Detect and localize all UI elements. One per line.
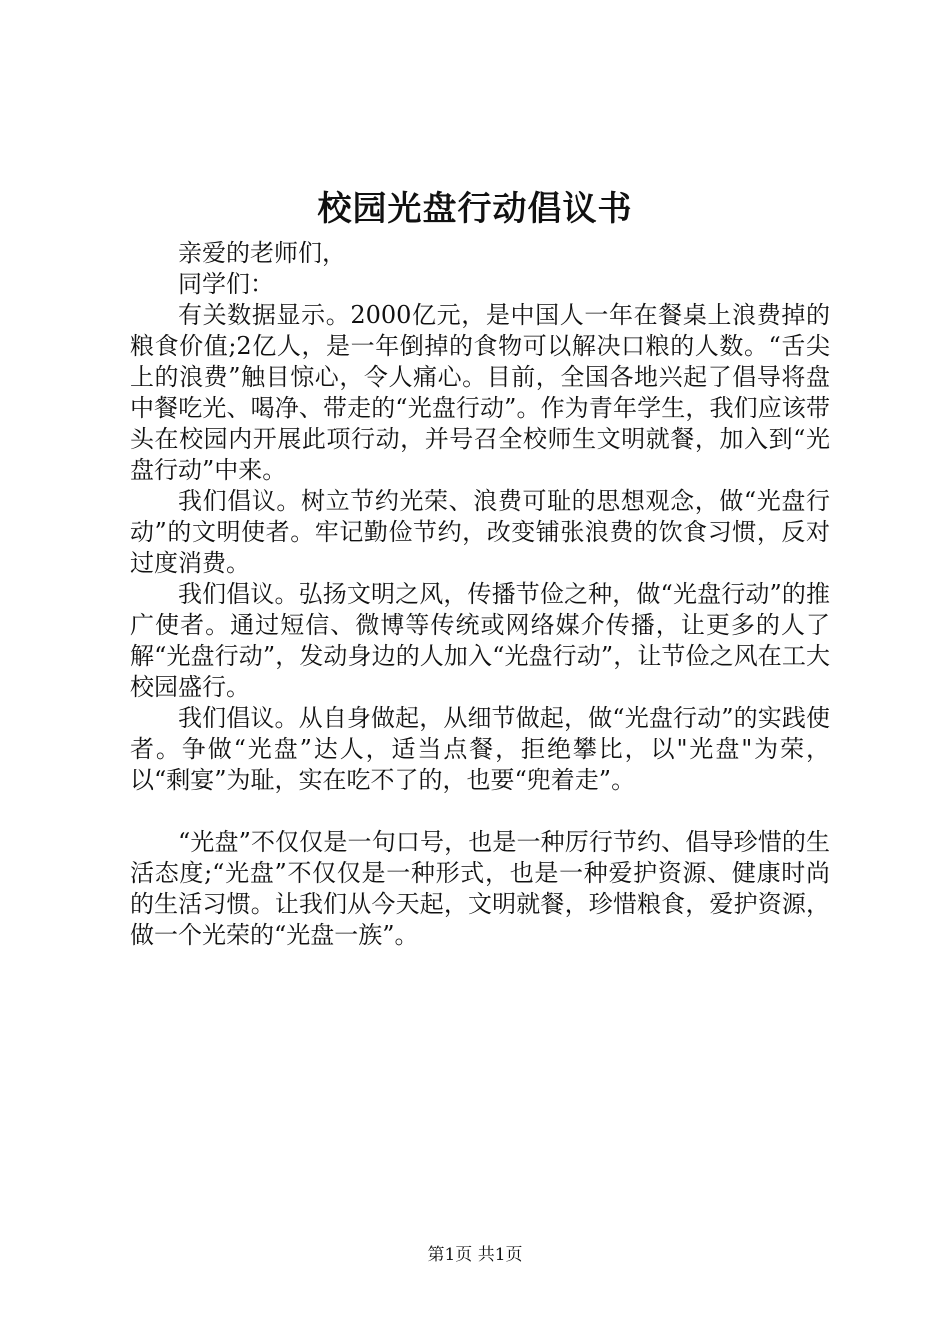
salutation-students: 同学们：	[178, 270, 274, 298]
paragraph-data-statement: 有关数据显示。2000亿元，是中国人一年在餐桌上浪费掉的粮食价值;2亿人，是一年倒掉的食物可以解决口粮的人数。“舌尖上的浪费”触目惊心，令人痛心。目前，全国各地兴起了倡导将盘中餐吃光、喝净、带走的“光盘行动”。作为青年学生，我们应该带头在校园内开展此项行动，并号召全校师生文明就餐，加入到“光盘行动”中来。	[130, 301, 830, 484]
salutation-teachers: 亲爱的老师们，	[178, 239, 346, 267]
paragraph-proposal-civilized-envoy: 我们倡议。树立节约光荣、浪费可耻的思想观念，做“光盘行动”的文明使者。牢记勤俭节约，改变铺张浪费的饮食习惯，反对过度消费。	[130, 487, 830, 577]
document-title: 校园光盘行动倡议书	[317, 189, 633, 229]
paragraph-conclusion: “光盘”不仅仅是一句口号，也是一种厉行节约、倡导珍惜的生活态度;“光盘”不仅仅是一种形式，也是一种爱护资源、健康时尚的生活习惯。让我们从今天起，文明就餐，珍惜粮食，爱护资源，做一个光荣的“光盘一族”。	[130, 828, 830, 949]
paragraph-proposal-practice-envoy: 我们倡议。从自身做起，从细节做起，做“光盘行动”的实践使者。争做“光盘”达人，适当点餐，拒绝攀比，以"光盘"为荣，以“剩宴”为耻，实在吃不了的，也要“兜着走”。	[130, 704, 830, 794]
paragraph-proposal-promotion-envoy: 我们倡议。弘扬文明之风，传播节俭之种，做“光盘行动”的推广使者。通过短信、微博等传统或网络媒介传播，让更多的人了解“光盘行动”，发动身边的人加入“光盘行动”，让节俭之风在工大校园盛行。	[130, 580, 830, 701]
document-body	[130, 238, 830, 951]
page-number-footer: 第1页 共1页	[427, 1245, 523, 1265]
